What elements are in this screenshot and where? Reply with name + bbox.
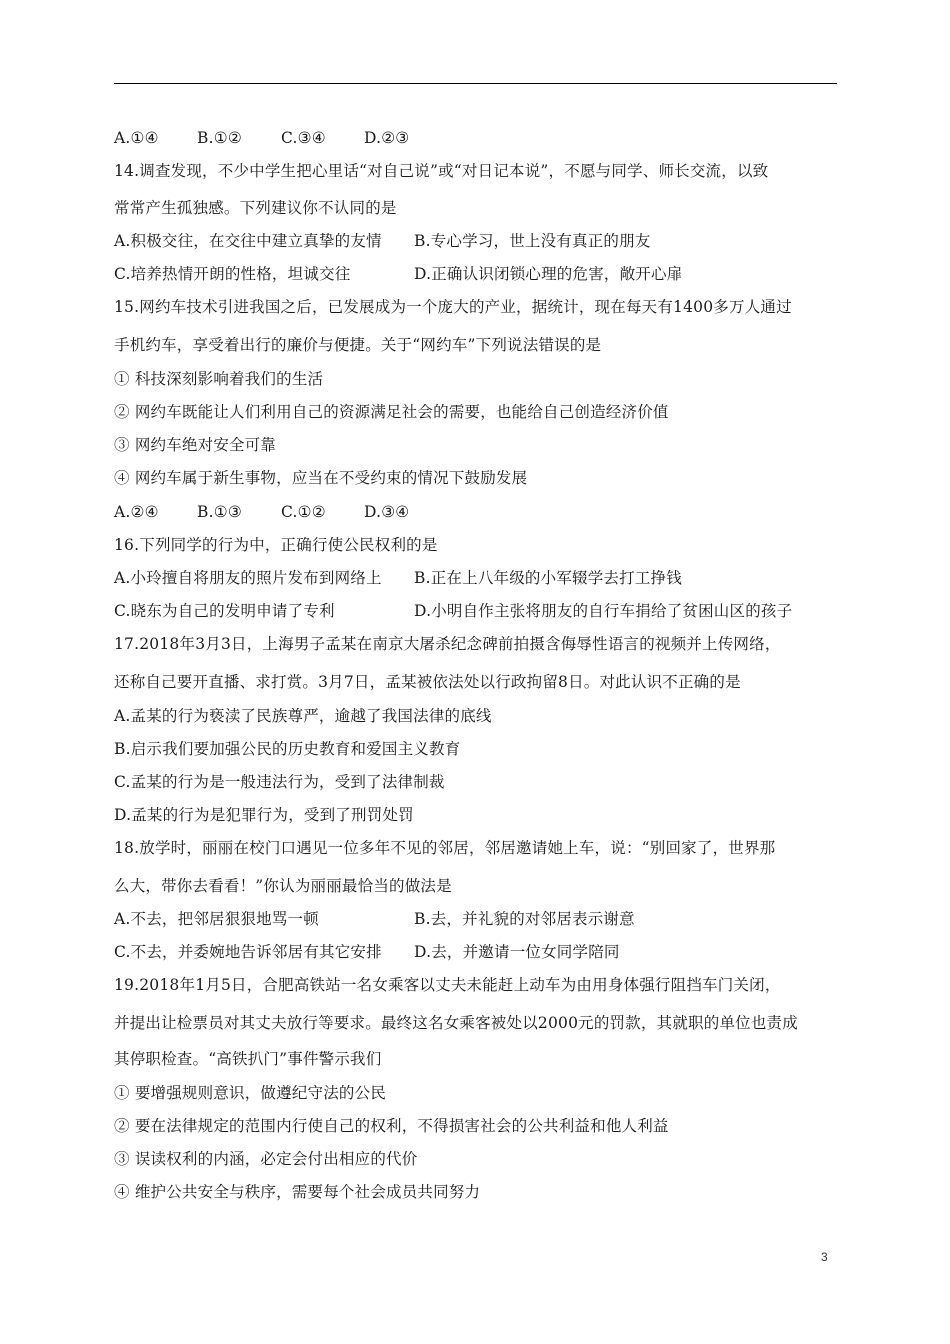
q14-option-b: B.专心学习，世上没有真正的朋友 — [414, 232, 651, 250]
q16-stem: 16.下列同学的行为中，正确行使公民权利的是 — [114, 536, 438, 554]
q15-statement-3: ③ 网约车绝对安全可靠 — [114, 436, 277, 454]
q18-option-c: C.不去，并委婉地告诉邻居有其它安排 — [114, 943, 382, 961]
q13-option-d: D.②③ — [364, 129, 410, 147]
q19-statement-3: ③ 误读权利的内涵，必定会付出相应的代价 — [114, 1150, 418, 1168]
q14-option-a: A.积极交往，在交往中建立真挚的友情 — [114, 232, 382, 250]
q19-statement-4: ④ 维护公共安全与秩序，需要每个社会成员共同努力 — [114, 1183, 481, 1201]
q17-option-b: B.启示我们要加强公民的历史教育和爱国主义教育 — [114, 740, 461, 758]
q16-option-b: B.正在上八年级的小军辍学去打工挣钱 — [414, 569, 682, 587]
q15-option-b: B.①③ — [197, 503, 242, 521]
q13-option-c: C.③④ — [281, 129, 326, 147]
q17-stem-line1: 17.2018年3月3日，上海男子孟某在南京大屠杀纪念碑前拍摄含侮辱性语言的视频并上传网络， — [114, 635, 781, 653]
q15-statement-4: ④ 网约车属于新生事物，应当在不受约束的情况下鼓励发展 — [114, 469, 528, 487]
q19-stem-line2: 并提出让检票员对其丈夫放行等要求。最终这名女乘客被处以2000元的罚款，其就职的单位也责成 — [114, 1014, 798, 1032]
q18-option-b: B.去，并礼貌的对邻居表示谢意 — [414, 910, 635, 928]
header-rule — [114, 83, 837, 84]
q14-stem-line1: 14.调查发现，不少中学生把心里话“对自己说”或“对日记本说”，不愿与同学、师长交流，以致 — [114, 162, 769, 180]
q15-option-a: A.②④ — [114, 503, 159, 521]
q18-stem-line2: 么大，带你去看看！”你认为丽丽最恰当的做法是 — [114, 877, 452, 895]
q13-option-b: B.①② — [197, 129, 242, 147]
q17-option-a: A.孟某的行为亵渎了民族尊严，逾越了我国法律的底线 — [114, 707, 492, 725]
q15-option-d: D.③④ — [364, 503, 410, 521]
q19-stem-line1: 19.2018年1月5日，合肥高铁站一名女乘客以丈夫未能赶上动车为由用身体强行阻挡车门关闭， — [114, 976, 781, 994]
q17-option-d: D.孟某的行为是犯罪行为，受到了刑罚处罚 — [114, 806, 414, 824]
q19-statement-1: ① 要增强规则意识，做遵纪守法的公民 — [114, 1084, 387, 1102]
q15-stem-line1: 15.网约车技术引进我国之后，已发展成为一个庞大的产业，据统计，现在每天有1400多万人通过 — [114, 298, 792, 316]
q16-option-c: C.晓东为自己的发明申请了专利 — [114, 602, 335, 620]
q18-option-a: A.不去，把邻居狠狠地骂一顿 — [114, 910, 319, 928]
q15-stem-line2: 手机约车，享受着出行的廉价与便捷。关于“网约车”下列说法错误的是 — [114, 336, 602, 354]
q18-option-d: D.去，并邀请一位女同学陪同 — [414, 943, 620, 961]
q14-option-d: D.正确认识闭锁心理的危害，敞开心扉 — [414, 265, 683, 283]
q15-statement-2: ② 网约车既能让人们利用自己的资源满足社会的需要，也能给自己创造经济价值 — [114, 403, 669, 421]
q15-statement-1: ① 科技深刻影响着我们的生活 — [114, 370, 324, 388]
q14-option-c: C.培养热情开朗的性格，坦诚交往 — [114, 265, 351, 283]
q16-option-a: A.小玲擅自将朋友的照片发布到网络上 — [114, 569, 382, 587]
q19-statement-2: ② 要在法律规定的范围内行使自己的权利，不得损害社会的公共利益和他人利益 — [114, 1117, 669, 1135]
page-number: 3 — [821, 1250, 828, 1264]
q17-stem-line2: 还称自己要开直播、求打赏。3月7日，孟某被依法处以行政拘留8日。对此认识不正确的是 — [114, 673, 741, 691]
q14-stem-line2: 常常产生孤独感。下列建议你不认同的是 — [114, 199, 397, 217]
q18-stem-line1: 18.放学时，丽丽在校门口遇见一位多年不见的邻居，邻居邀请她上车，说：“别回家了，世界那 — [114, 839, 776, 857]
q17-option-c: C.孟某的行为是一般违法行为，受到了法律制裁 — [114, 773, 445, 791]
q15-option-c: C.①② — [281, 503, 326, 521]
q19-stem-line3: 其停职检查。“高铁扒门”事件警示我们 — [114, 1050, 382, 1068]
q13-option-a: A.①④ — [114, 129, 159, 147]
q16-option-d: D.小明自作主张将朋友的自行车捐给了贫困山区的孩子 — [414, 602, 793, 620]
